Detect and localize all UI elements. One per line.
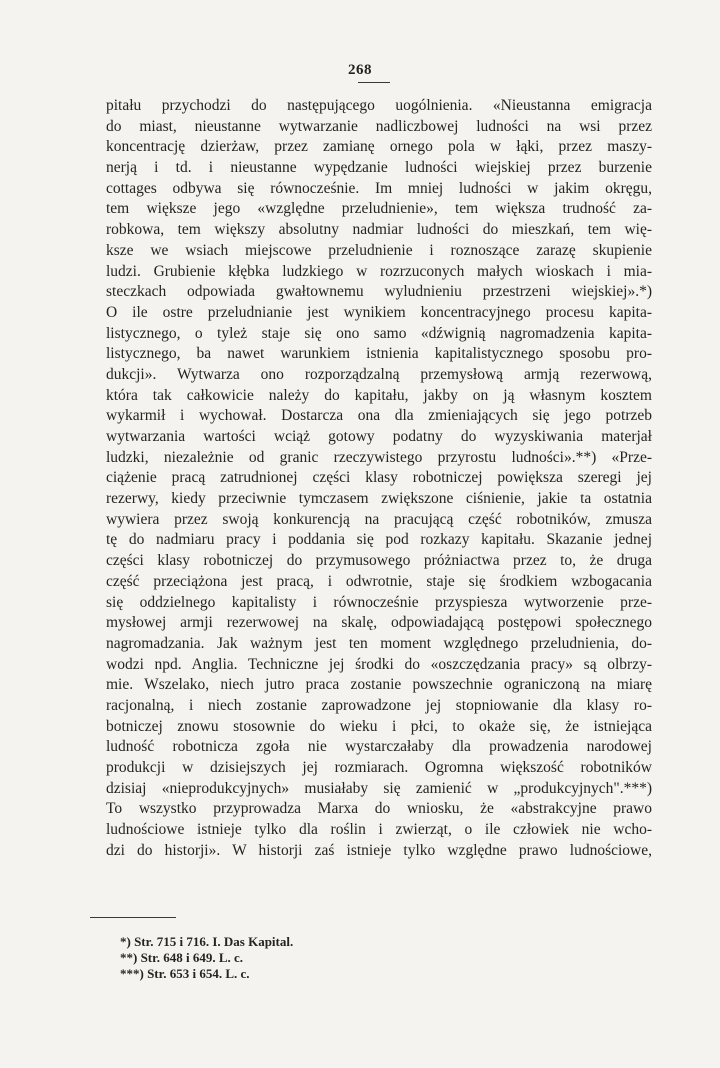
text-line: do miast, nieustanne wytwarzanie nadliczbowej ludności na wsi przez (106, 117, 652, 135)
text-line: robkowa, tem większy absolutny nadmiar ludności do mieszkań, tem wię- (106, 221, 652, 239)
text-line: mie. Wszelako, niech jutro praca zostanie powszechnie ograniczoną na miarę (106, 676, 652, 694)
text-line: koncentrację dzierżaw, przez zamianę ornego pola w łąki, przez maszy- (106, 138, 652, 156)
text-line: mysłowej armji rezerwowej na skalę, odpowiadającą postępowi społecznego (106, 614, 652, 632)
text-line: tę do nadmiaru pracy i poddania się pod rozkazy kapitału. Skazanie jednej (106, 531, 652, 549)
footnote: ***) Str. 653 i 654. L. c. (120, 966, 250, 981)
text-line: rezerwy, kiedy przeciwnie tymczasem zwiększone ciśnienie, jakie ta ostatnia (106, 490, 652, 508)
body-text (106, 96, 652, 861)
text-line: nerją i td. i nieustanne wypędzanie ludności wiejskiej przez burzenie (106, 159, 652, 177)
footnote: **) Str. 648 i 649. L. c. (120, 950, 244, 965)
text-line: racjonalną, i niech zostanie zaprowadzone jej stopniowanie dla klasy ro- (106, 696, 652, 714)
footnotes (120, 934, 450, 982)
footnote: *) Str. 715 i 716. I. Das Kapital. (120, 934, 294, 949)
text-line: tem większe jego «względne przeludnienie», tem większa trudność za- (106, 200, 652, 218)
footnote-separator (90, 917, 176, 918)
text-line: ksze we wsiach miejscowe przeludnienie i roznoszące zarazę skupienie (106, 241, 652, 259)
text-line: dukcji». Wytwarza ono rozporządzalną przemysłową armją rezerwową, (106, 365, 652, 383)
text-line: steczkach odpowiada gwałtownemu wyludnieniu przestrzeni wiejskiej».*) (106, 283, 652, 301)
text-line: dzi do historji». W historji zaś istnieje tylko względne prawo ludnościowe, (106, 841, 652, 859)
text-line: To wszystko przyprowadza Marxa do wniosku, że «abstrakcyjne prawo (106, 800, 652, 818)
text-line: ludnościowe istnieje tylko dla roślin i zwierząt, o ile człowiek nie wcho- (106, 821, 652, 839)
text-line: która tak całkowicie należy do kapitału, jakby on ją własnym kosztem (106, 386, 652, 404)
text-line: wywiera przez swoją konkurencją na pracującą część robotników, zmusza (106, 510, 652, 528)
text-line: O ile ostre przeludnianie jest wynikiem koncentracyjnego procesu kapita- (106, 303, 652, 321)
text-line: botniczej znowu stosownie do wieku i płci, to okaże się, że istniejąca (106, 717, 652, 735)
text-line: część przeciążona jest pracą, i odwrotnie, staje się środkiem wzbogacania (106, 572, 652, 590)
text-line: pitału przychodzi do następującego uogólnienia. «Nieustanna emigracja (106, 97, 652, 114)
page-number: 268 (348, 62, 372, 78)
text-line: się oddzielnego kapitalisty i równocześnie przyspiesza wytworzenie prze- (106, 593, 652, 611)
text-line: nagromadzania. Jak ważnym jest ten moment względnego przeludnienia, do- (106, 634, 652, 652)
text-line: ludzi. Grubienie kłębka ludzkiego w rozrzuconych małych wioskach i mia- (106, 262, 652, 280)
text-line: dzisiaj «nieprodukcyjnych» musiałaby się zamienić w „produkcyjnych".***) (106, 779, 652, 797)
text-line: listycznego, ba nawet warunkiem istnienia kapitalistycznego sposobu pro- (106, 345, 652, 363)
text-line: części klasy robotniczej do przymusowego próżniactwa przez to, że druga (106, 552, 652, 570)
text-line: produkcji w dzisiejszych jej rozmiarach. Ogromna większość robotników (106, 759, 652, 776)
text-line: wykarmił i wychował. Dostarcza ona dla zmieniających się jego potrzeb (106, 407, 652, 425)
text-line: ludność robotnicza zgoła nie wystarczałaby dla prowadzenia narodowej (106, 738, 652, 756)
text-line: wodzi npd. Anglia. Techniczne jej środki do «oszczędzania pracy» są olbrzy- (106, 655, 652, 673)
text-line: listycznego, o tyleż staje się ono samo «dźwignią nagromadzenia kapita- (106, 324, 652, 342)
page-number-underline (358, 82, 390, 83)
text-line: cottages odbywa się równocześnie. Im mniej ludności w jakim okręgu, (106, 179, 652, 197)
text-line: wytwarzania wartości wciąż gotowy podatny do wyzyskiwania materjał (106, 428, 652, 445)
text-line: ciążenie pracą zatrudnionej części klasy robotniczej powiększa szeregi jej (106, 469, 652, 487)
text-line: ludzki, niezależnie od granic rzeczywistego przyrostu ludności».**) «Prze- (106, 448, 652, 466)
